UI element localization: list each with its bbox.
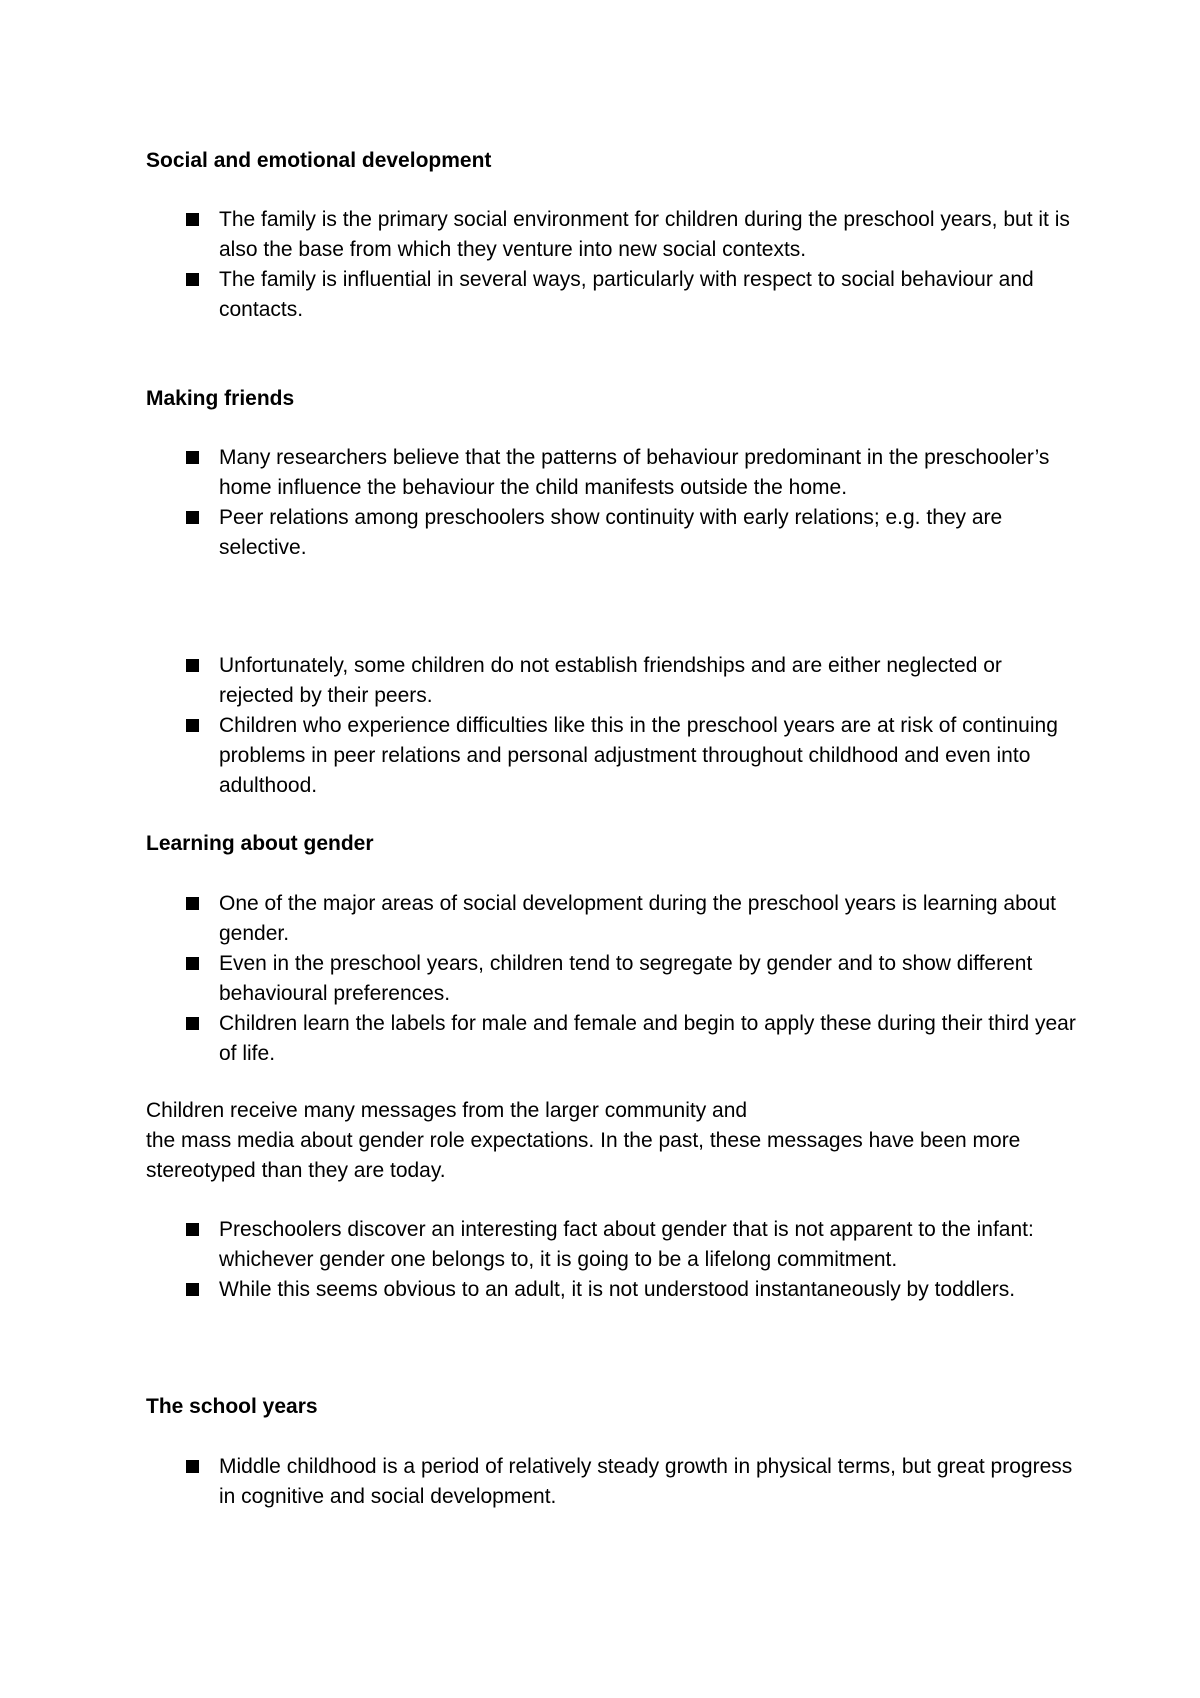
list-item: [146, 205, 1076, 265]
square-bullet-icon: [186, 719, 199, 732]
bullet-list: [146, 443, 1076, 563]
list-item: [146, 889, 1076, 949]
bullet-list: [146, 889, 1076, 1069]
square-bullet-icon: [186, 897, 199, 910]
list-item: [146, 1215, 1076, 1275]
heading-learning-about-gender: Learning about gender: [146, 832, 374, 855]
heading-making-friends: Making friends: [146, 387, 295, 410]
heading-social-emotional-development: Social and emotional development: [146, 149, 492, 172]
heading-school-years: The school years: [146, 1395, 318, 1418]
list-item-text: One of the major areas of social development during the preschool years is learning about gender.: [219, 892, 1056, 945]
list-item-text: Unfortunately, some children do not establish friendships and are either neglected or rejected by their peers.: [219, 654, 1002, 707]
bullet-list: [146, 1215, 1076, 1305]
list-item: [146, 265, 1076, 325]
square-bullet-icon: [186, 1283, 199, 1296]
list-item: [146, 1009, 1076, 1069]
square-bullet-icon: [186, 451, 199, 464]
list-item: [146, 949, 1076, 1009]
paragraph-line: Children receive many messages from the larger community and: [146, 1099, 748, 1122]
square-bullet-icon: [186, 273, 199, 286]
list-item: [146, 443, 1076, 503]
list-item-text: While this seems obvious to an adult, it is not understood instantaneously by toddlers.: [219, 1278, 1016, 1301]
square-bullet-icon: [186, 1017, 199, 1030]
bullet-list: [146, 205, 1076, 325]
square-bullet-icon: [186, 213, 199, 226]
list-item-text: Many researchers believe that the patterns of behaviour predominant in the preschooler’s home influence the behaviour the child manifests outside the home.: [219, 446, 1050, 499]
paragraph-line: the mass media about gender role expectations. In the past, these messages have been more stereotyped than they are today.: [146, 1129, 1021, 1182]
square-bullet-icon: [186, 1460, 199, 1473]
list-item-text: Children who experience difficulties like this in the preschool years are at risk of continuing problems in peer relations and personal adjustment throughout childhood and even into adulthood.: [219, 714, 1058, 797]
square-bullet-icon: [186, 1223, 199, 1236]
list-item: [146, 1452, 1076, 1512]
list-item: [146, 651, 1076, 711]
square-bullet-icon: [186, 659, 199, 672]
list-item-text: The family is the primary social environment for children during the preschool years, but it is also the base from which they venture into new social contexts.: [219, 208, 1070, 261]
square-bullet-icon: [186, 957, 199, 970]
list-item-text: Children learn the labels for male and female and begin to apply these during their third year of life.: [219, 1012, 1076, 1065]
bullet-list: [146, 1452, 1076, 1512]
list-item: [146, 711, 1076, 801]
square-bullet-icon: [186, 511, 199, 524]
body-paragraph: [146, 1096, 1066, 1186]
list-item-text: The family is influential in several ways, particularly with respect to social behaviour and contacts.: [219, 268, 1034, 321]
bullet-list: [146, 651, 1076, 801]
list-item: [146, 1275, 1076, 1305]
list-item-text: Middle childhood is a period of relatively steady growth in physical terms, but great progress in cognitive and social development.: [219, 1455, 1073, 1508]
list-item-text: Even in the preschool years, children tend to segregate by gender and to show different behavioural preferences.: [219, 952, 1033, 1005]
list-item-text: Peer relations among preschoolers show continuity with early relations; e.g. they are selective.: [219, 506, 1003, 559]
list-item: [146, 503, 1076, 563]
list-item-text: Preschoolers discover an interesting fact about gender that is not apparent to the infant: whichever gender one belongs to, it is going to be a lifelong commitment.: [219, 1218, 1034, 1271]
